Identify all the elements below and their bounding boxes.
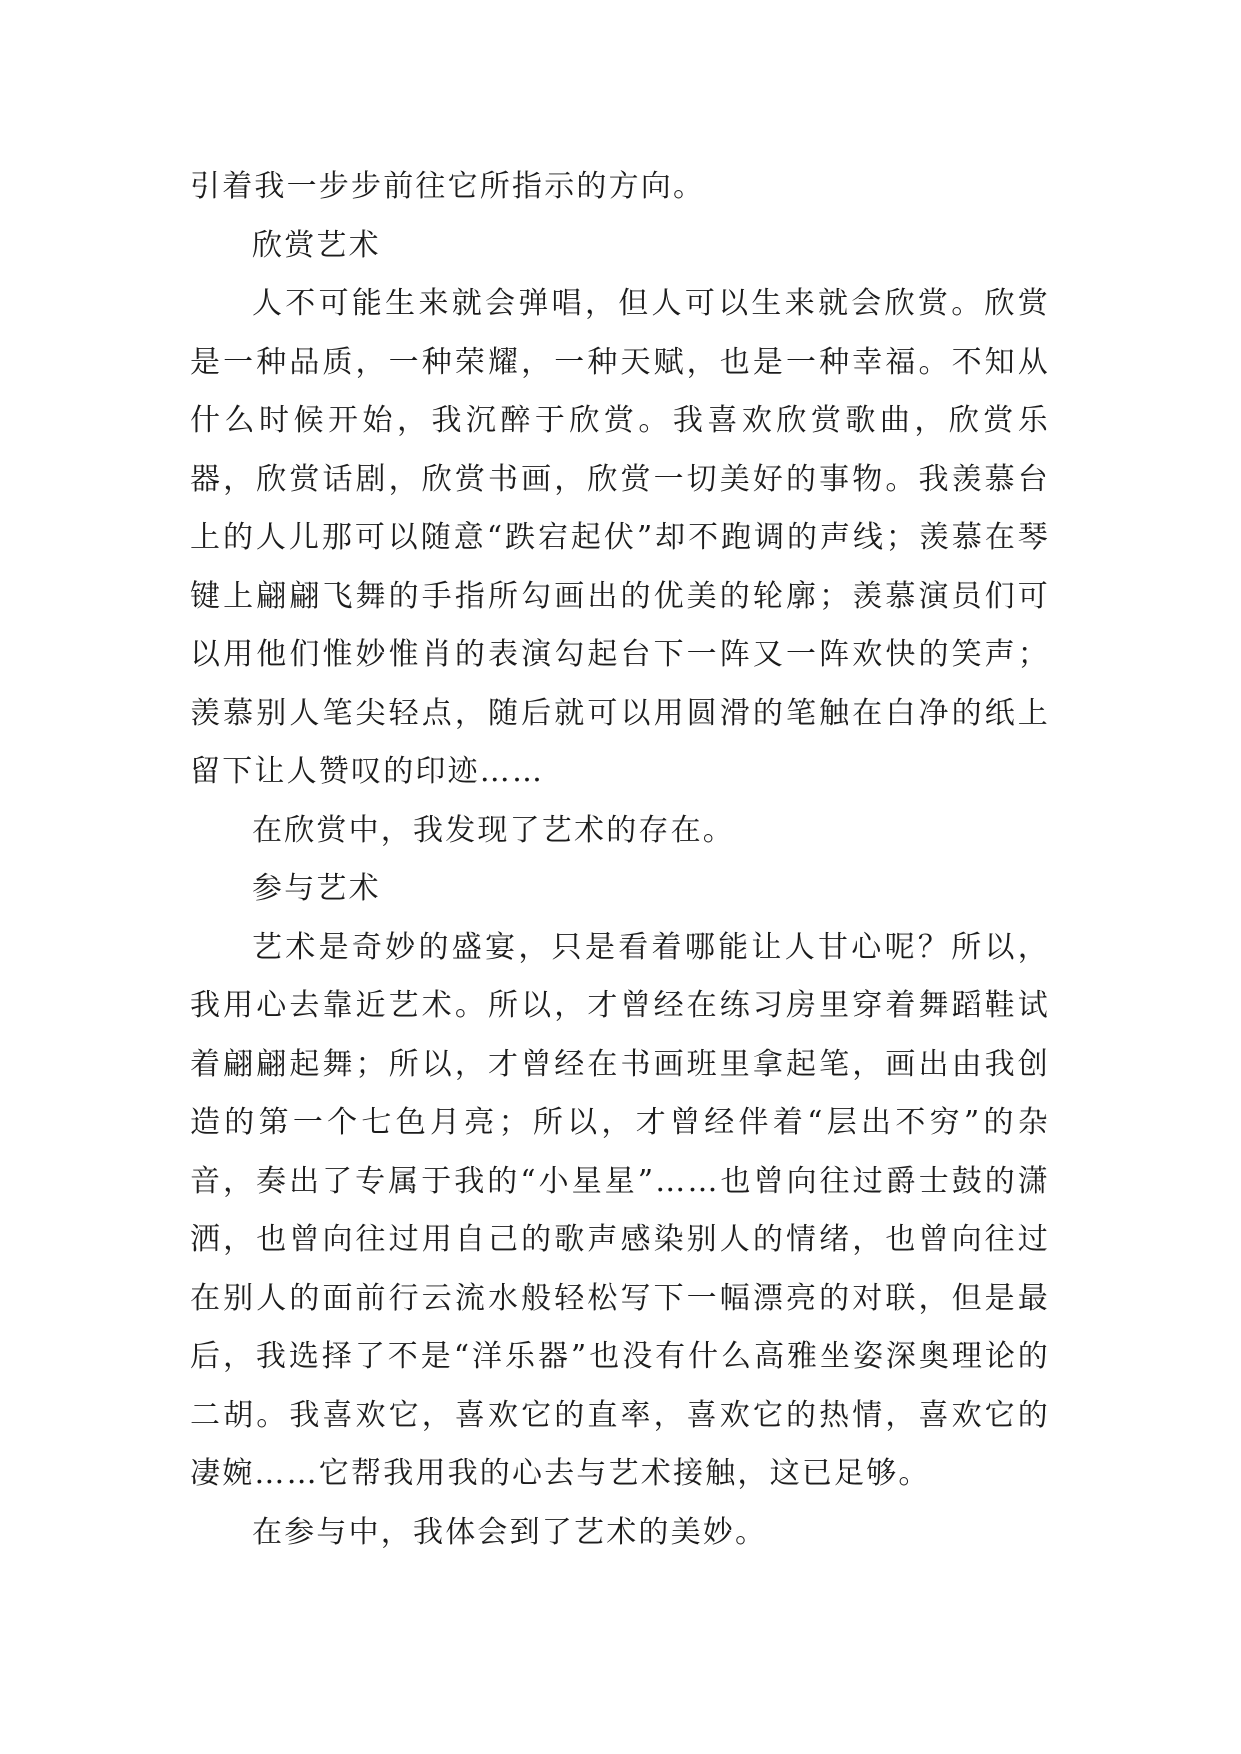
paragraph-appreciation: 人不可能生来就会弹唱，但人可以生来就会欣赏。欣赏是一种品质，一种荣耀，一种天赋，也是一种幸福。不知从什么时候开始，我沉醉于欣赏。我喜欢欣赏歌曲，欣赏乐器，欣赏话剧，欣赏书画，欣赏一切美好的事物。我羡慕台上的人儿那可以随意“跌宕起伏”却不跑调的声线；羡慕在琴键上翩翩飞舞的手指所勾画出的优美的轮廓；羡慕演员们可以用他们惟妙惟肖的表演勾起台下一阵又一阵欢快的笑声；羡慕别人笔尖轻点，随后就可以用圆滑的笔触在白净的纸上留下让人赞叹的印迹…… — [190, 286, 1050, 789]
section-heading-participate-art: 参与艺术 — [252, 871, 381, 906]
paragraph-continuation: 引着我一步步前往它所指示的方向。 — [190, 169, 706, 204]
section-heading-appreciate-art: 欣赏艺术 — [252, 227, 381, 263]
paragraph-participation-conclusion: 在参与中，我体会到了艺术的美妙。 — [252, 1514, 768, 1550]
paragraph-appreciation-conclusion: 在欣赏中，我发现了艺术的存在。 — [252, 812, 735, 848]
paragraph-participation: 艺术是奇妙的盛宴，只是看着哪能让人甘心呢？所以，我用心去靠近艺术。所以，才曾经在练习房里穿着舞蹈鞋试着翩翩起舞；所以，才曾经在书画班里拿起笔，画出由我创造的第一个七色月亮；所以，才曾经伴着“层出不穷”的杂音，奏出了专属于我的“小星星”……也曾向往过爵士鼓的潇洒，也曾向往过用自己的歌声感染别人的情绪，也曾向往过在别人的面前行云流水般轻松写下一幅漂亮的对联，但是最后，我选择了不是“洋乐器”也没有什么高雅坐姿深奥理论的二胡。我喜欢它，喜欢它的直率，喜欢它的热情，喜欢它的凄婉……它帮我用我的心去与艺术接触，这已足够。 — [190, 929, 1050, 1491]
document-body — [190, 158, 1050, 1562]
